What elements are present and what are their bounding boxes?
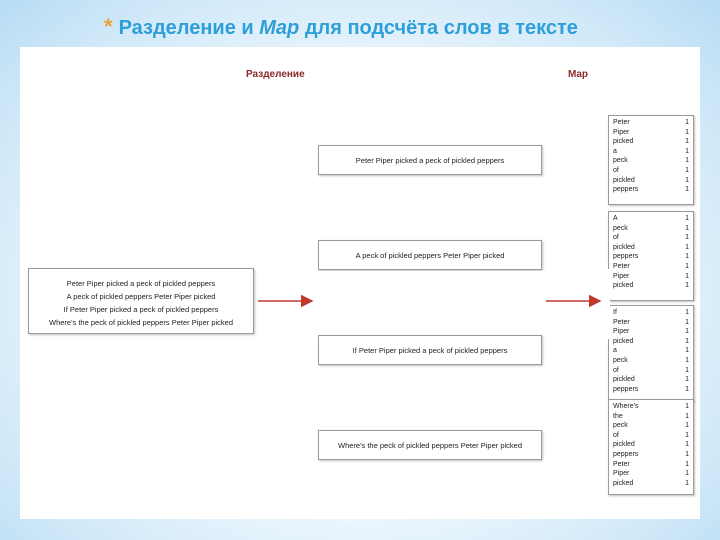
- map-word: a: [613, 147, 617, 155]
- map-word: of: [613, 166, 619, 174]
- map-count: 1: [685, 253, 689, 261]
- title-prefix: Разделение и: [118, 17, 254, 39]
- map-count: 1: [685, 403, 689, 410]
- map-count: 1: [685, 347, 689, 355]
- map-count: 1: [685, 128, 689, 136]
- split-box: A peck of pickled peppers Peter Piper picked: [318, 240, 542, 270]
- map-word: Piper: [613, 128, 630, 136]
- map-count: 1: [685, 147, 689, 155]
- map-count: 1: [685, 309, 689, 316]
- map-count: 1: [685, 431, 689, 439]
- split-box: Where's the peck of pickled peppers Peter Piper picked: [318, 430, 542, 460]
- split-box: Peter Piper picked a peck of pickled peppers: [318, 145, 542, 175]
- map-word: peck: [613, 422, 628, 430]
- slide-title: [104, 14, 578, 40]
- map-heading: Map: [568, 69, 588, 80]
- map-word: Peter: [613, 318, 630, 326]
- flow-arrows: [20, 47, 700, 519]
- map-word: peppers: [613, 186, 639, 194]
- map-word: of: [613, 431, 619, 439]
- map-count: 1: [685, 328, 689, 336]
- map-count: 1: [685, 119, 689, 126]
- title-italic-word: Map: [259, 17, 300, 39]
- map-word: picked: [613, 282, 634, 290]
- map-count: 1: [685, 422, 689, 430]
- map-count: 1: [685, 138, 689, 146]
- map-count: 1: [685, 412, 689, 420]
- map-count: 1: [685, 166, 689, 174]
- map-word: Peter: [613, 460, 630, 468]
- map-word: Peter: [613, 262, 630, 270]
- map-word: peppers: [613, 385, 639, 393]
- map-word: If: [613, 309, 617, 316]
- map-count: 1: [685, 282, 689, 290]
- map-count: 1: [685, 441, 689, 449]
- input-line: If Peter Piper picked a peck of pickled peppers: [63, 305, 219, 314]
- map-count: 1: [685, 215, 689, 222]
- input-line: Peter Piper picked a peck of pickled peppers: [66, 279, 216, 288]
- map-count: 1: [685, 450, 689, 458]
- map-word: peppers: [613, 253, 639, 261]
- title-suffix: для подсчёта слов в тексте: [304, 17, 578, 39]
- map-word: Where's: [613, 403, 639, 410]
- map-word: pickled: [613, 376, 635, 384]
- split-box: If Peter Piper picked a peck of pickled peppers: [318, 335, 542, 365]
- map-word: of: [613, 366, 619, 374]
- map-word: a: [613, 347, 617, 355]
- map-word: picked: [613, 337, 634, 345]
- map-word: peck: [613, 157, 628, 165]
- map-count: 1: [685, 366, 689, 374]
- map-word: picked: [613, 479, 634, 487]
- map-word: pickled: [613, 243, 635, 251]
- map-word: of: [613, 234, 619, 242]
- map-word: peppers: [613, 450, 639, 458]
- diagram-panel: [20, 47, 700, 519]
- map-count: 1: [685, 176, 689, 184]
- map-word: peck: [613, 356, 628, 364]
- map-count: 1: [685, 470, 689, 478]
- map-word: peck: [613, 224, 628, 232]
- map-word: pickled: [613, 176, 635, 184]
- map-count: 1: [685, 262, 689, 270]
- map-word: A: [613, 215, 618, 222]
- map-count: 1: [685, 243, 689, 251]
- input-line: Where's the peck of pickled peppers Peter Piper picked: [48, 318, 234, 327]
- map-word: picked: [613, 138, 634, 146]
- map-count: 1: [685, 224, 689, 232]
- map-word: pickled: [613, 441, 635, 449]
- map-count: 1: [685, 460, 689, 468]
- asterisk-bullet-icon: *: [104, 14, 113, 39]
- map-word: Piper: [613, 470, 630, 478]
- map-count: 1: [685, 337, 689, 345]
- map-count: 1: [685, 385, 689, 393]
- input-line: A peck of pickled peppers Peter Piper picked: [66, 292, 216, 301]
- map-count: 1: [685, 318, 689, 326]
- map-word: Peter: [613, 119, 630, 126]
- map-count: 1: [685, 376, 689, 384]
- map-word: the: [613, 412, 623, 420]
- split-heading: Разделение: [246, 69, 305, 80]
- map-count: 1: [685, 234, 689, 242]
- map-count: 1: [685, 157, 689, 165]
- map-count: 1: [685, 186, 689, 194]
- map-count: 1: [685, 356, 689, 364]
- map-count: 1: [685, 479, 689, 487]
- map-word: Piper: [613, 272, 630, 280]
- map-word: Piper: [613, 328, 630, 336]
- map-count: 1: [685, 272, 689, 280]
